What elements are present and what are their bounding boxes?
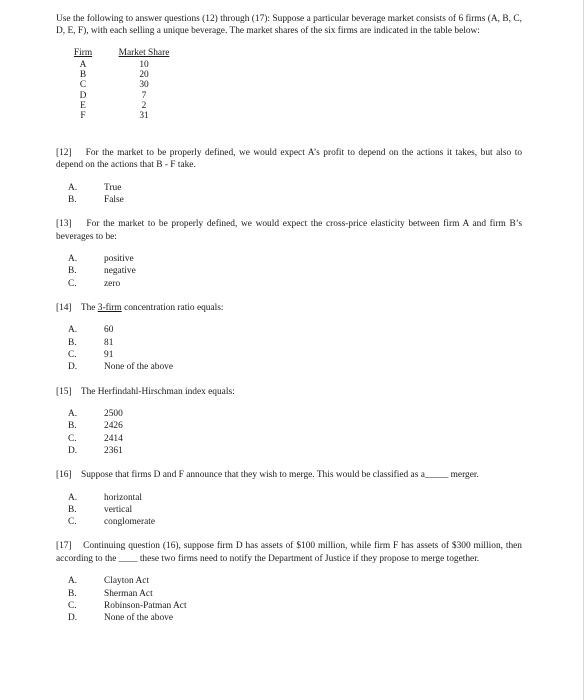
option-list bbox=[68, 182, 522, 207]
option-item[interactable]: A. positive bbox=[68, 254, 134, 265]
option-item[interactable]: C. 91 bbox=[68, 349, 114, 360]
option-item[interactable]: C. 2414 bbox=[68, 433, 123, 444]
question-text: [12] For the market to be properly defined, we would expect A’s profit to depend on the actions it takes, but also to depend on the actions that B - F take. bbox=[56, 147, 523, 171]
option-list bbox=[68, 492, 522, 529]
option-item[interactable]: C. zero bbox=[68, 278, 121, 289]
option-item[interactable]: A. Clayton Act bbox=[68, 576, 150, 587]
option-item[interactable]: D. 2361 bbox=[68, 445, 123, 456]
share-header: Market Share bbox=[118, 47, 170, 58]
share-cell: 10 bbox=[139, 59, 149, 70]
share-cell: 2 bbox=[141, 101, 147, 111]
question-16 bbox=[56, 469, 522, 528]
question-text: [15] The Herfindahl-Hirschman index equals: bbox=[56, 386, 235, 397]
firm-header: Firm bbox=[73, 47, 93, 58]
question-15 bbox=[56, 386, 522, 458]
share-column bbox=[114, 47, 174, 122]
option-item[interactable]: B. negative bbox=[68, 266, 136, 277]
question-number: [17] bbox=[56, 541, 72, 552]
option-item[interactable]: B. Sherman Act bbox=[68, 588, 153, 599]
option-item[interactable]: A. 60 bbox=[68, 325, 114, 336]
question-number: [12] bbox=[56, 147, 72, 158]
option-item[interactable]: C. Robinson-Patman Act bbox=[68, 600, 187, 611]
question-13 bbox=[56, 218, 522, 290]
intro-paragraph: Use the following to answer questions (12) through (17): Suppose a particular beverage market consists of 6 firms (A, B, C, D, E, F), with each selling a unique beverage. The market shares of the six firms are indicated in the table below: bbox=[56, 14, 522, 37]
option-item[interactable]: B. vertical bbox=[68, 504, 133, 515]
option-item[interactable]: D. None of the above bbox=[68, 362, 173, 373]
option-item[interactable]: B. 81 bbox=[68, 337, 114, 348]
share-cell: 7 bbox=[141, 90, 147, 101]
firm-cell: F bbox=[80, 111, 86, 122]
firm-cell: C bbox=[79, 80, 87, 91]
question-number: [16] bbox=[56, 470, 72, 481]
share-cell: 31 bbox=[139, 111, 149, 122]
firm-cell: E bbox=[80, 101, 86, 111]
question-number: [15] bbox=[56, 386, 72, 397]
option-item[interactable]: A. True bbox=[68, 182, 122, 193]
question-text: [13] For the market to be properly defined, we would expect the cross-price elasticity between firm A and firm B’s beverages to be: bbox=[56, 219, 523, 242]
question-17 bbox=[56, 540, 522, 624]
option-list bbox=[68, 324, 522, 373]
option-item[interactable]: B. False bbox=[68, 194, 124, 205]
question-14 bbox=[56, 302, 522, 374]
question-text: [17] Continuing question (16), suppose firm D has assets of $100 million, while firm F has assets of $300 million, then according to the ____ these two firms need to notify the Department of Justice if they propose to merge together. bbox=[56, 541, 522, 564]
page-edge-line bbox=[583, 0, 584, 700]
option-item[interactable]: B. 2426 bbox=[68, 421, 123, 432]
option-list bbox=[68, 253, 522, 290]
question-text: [14] The 3-firm concentration ratio equals: bbox=[56, 302, 224, 313]
option-item[interactable]: A. horizontal bbox=[68, 492, 143, 503]
share-cell: 20 bbox=[139, 70, 149, 81]
option-item[interactable]: A. 2500 bbox=[68, 408, 123, 419]
share-cell: 30 bbox=[139, 80, 149, 91]
option-item[interactable]: D. None of the above bbox=[68, 613, 173, 624]
document-page bbox=[56, 13, 522, 624]
option-list bbox=[68, 408, 522, 457]
question-number: [13] bbox=[56, 219, 72, 230]
market-share-table bbox=[72, 47, 522, 133]
question-number: [14] bbox=[56, 302, 72, 313]
option-list bbox=[68, 575, 522, 624]
question-12 bbox=[56, 147, 522, 206]
option-item[interactable]: C. conglomerate bbox=[68, 517, 156, 528]
question-text: [16] Suppose that firms D and F announce that they wish to merge. This would be classified as a_____ merger. bbox=[56, 470, 479, 481]
firm-cell: A bbox=[79, 59, 87, 70]
firm-cell: D bbox=[79, 90, 87, 101]
firm-cell: B bbox=[79, 70, 87, 81]
firm-column bbox=[72, 47, 94, 122]
